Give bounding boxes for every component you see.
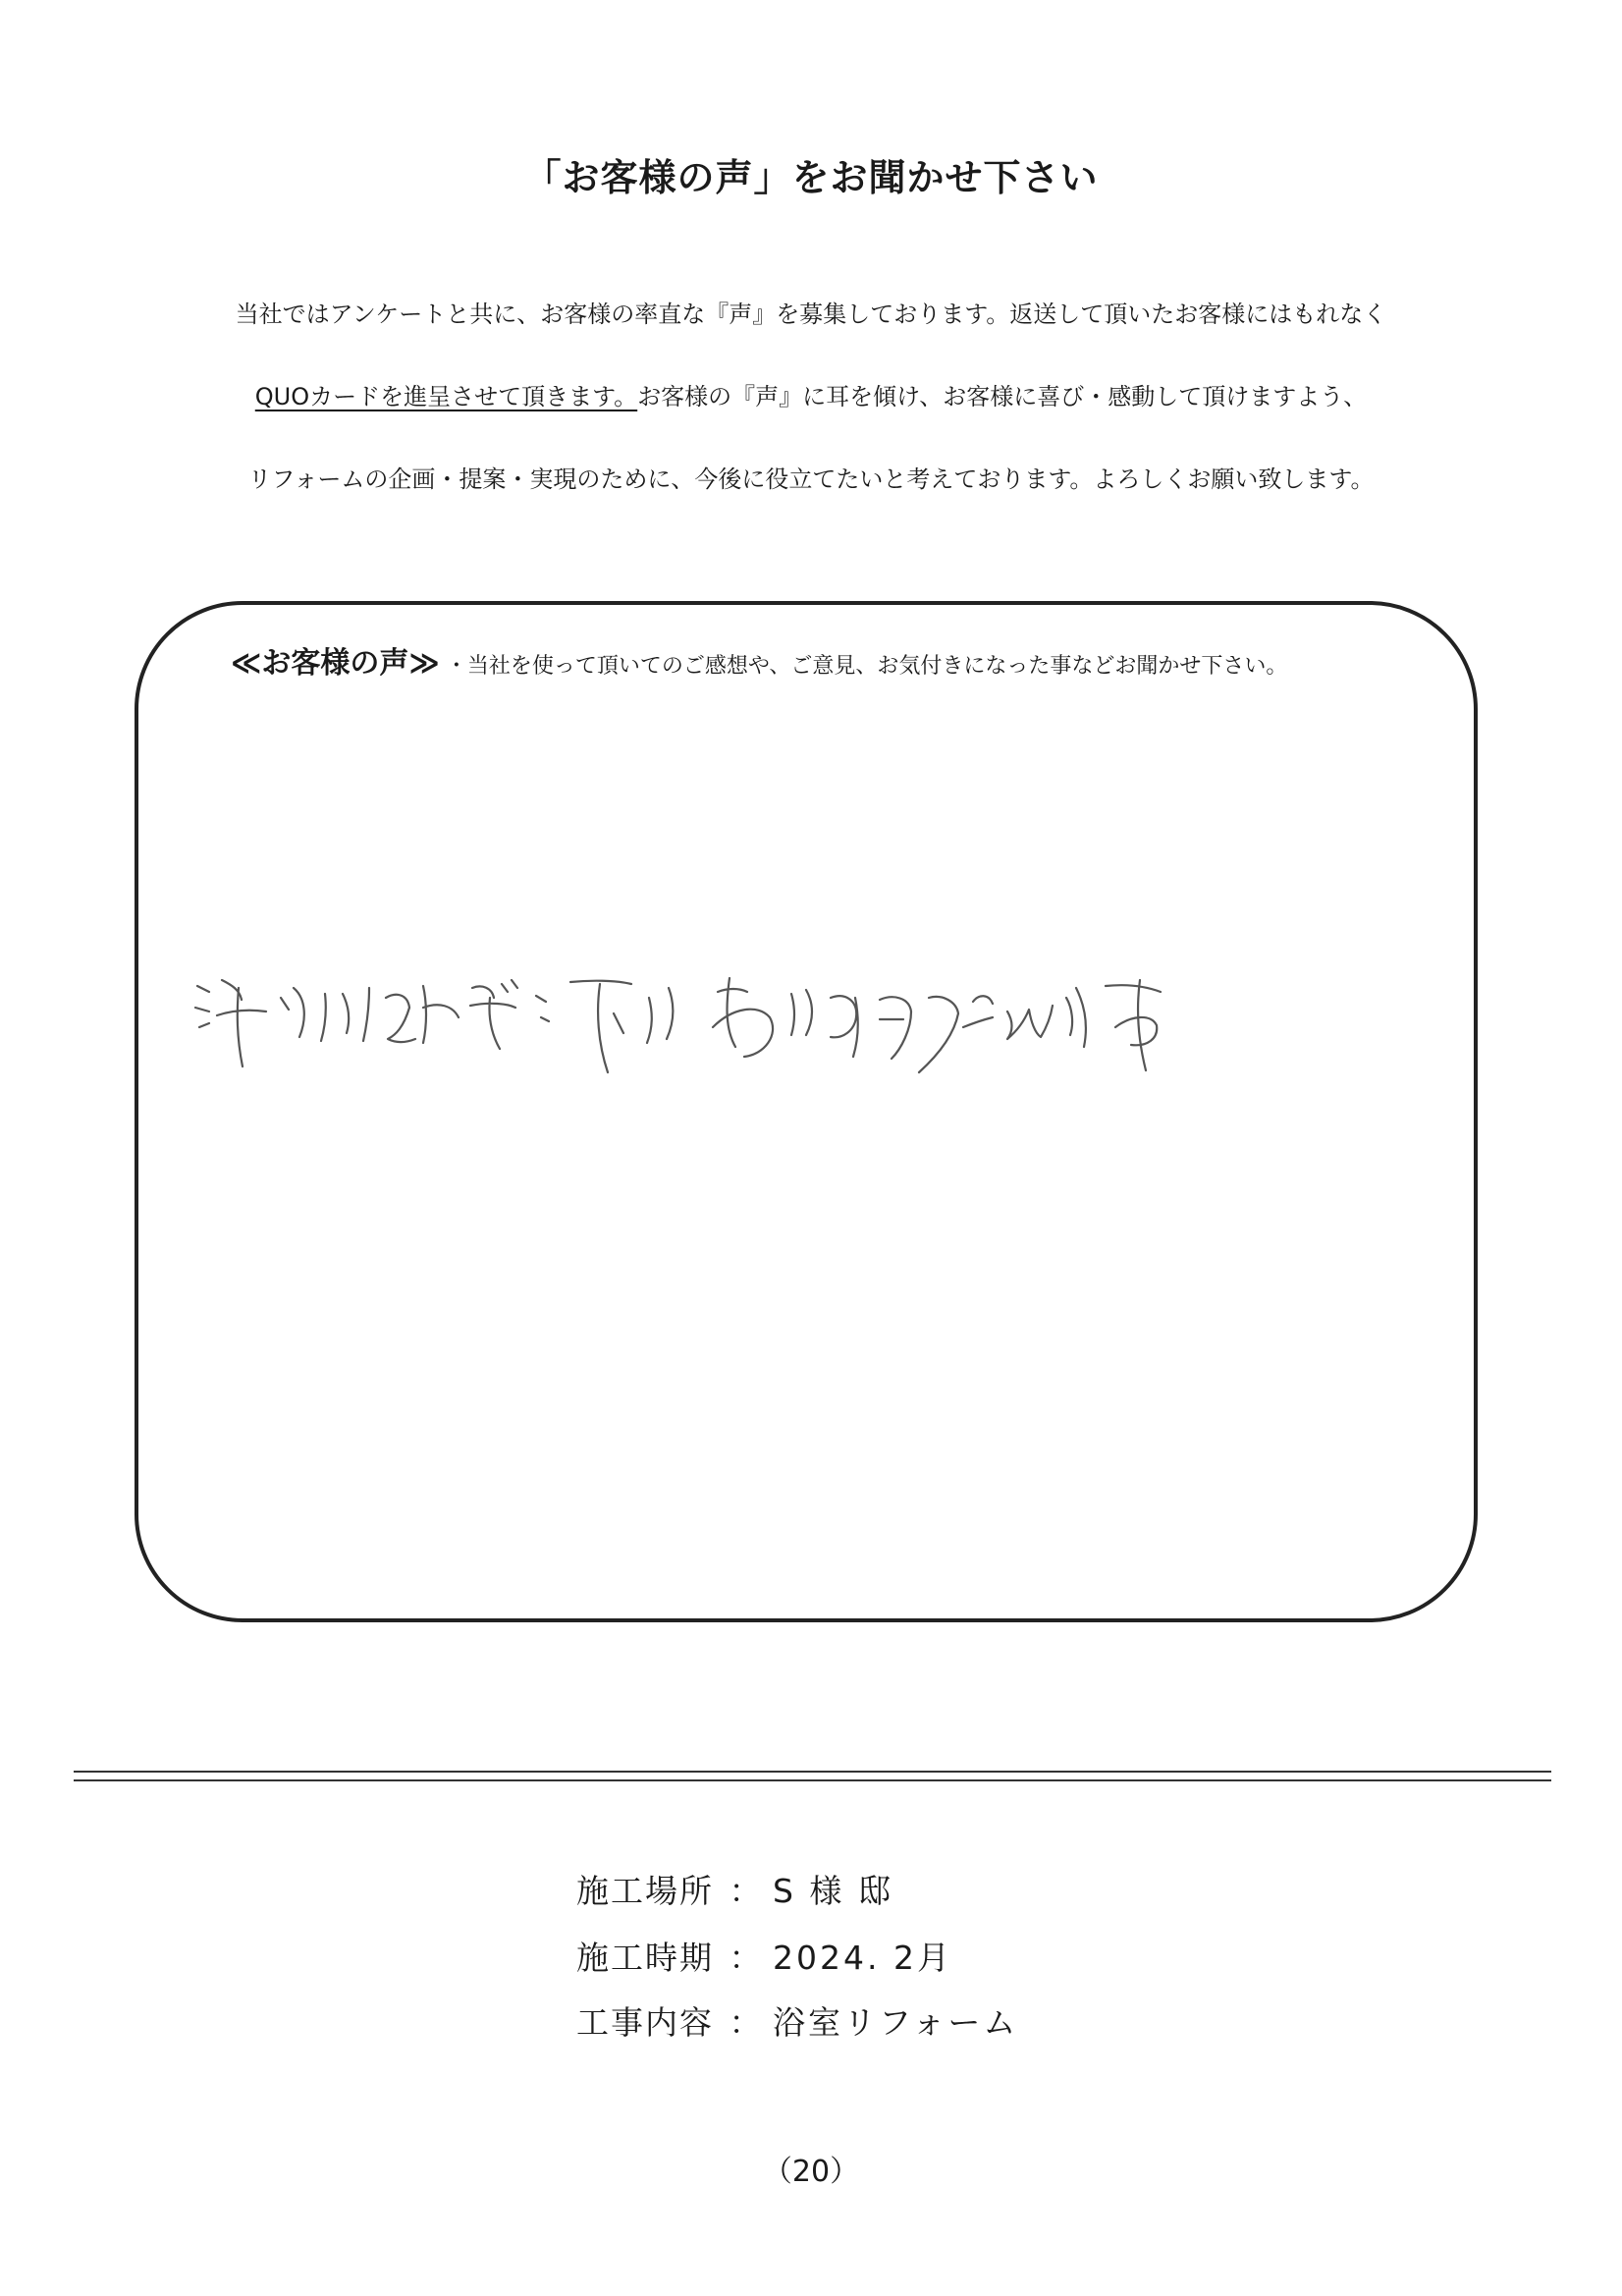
info-label: 施工場所	[576, 1872, 714, 1910]
page-title: 「お客様の声」をお聞かせ下さい	[523, 156, 1099, 199]
project-info-work	[576, 1997, 1018, 2044]
page-number: （20）	[762, 2155, 860, 2189]
intro-line-3: リフォームの企画・提案・実現のために、今後に役立てたいと考えております。よろしくお願い致します。	[247, 465, 1375, 493]
info-separator: ：	[729, 1872, 762, 1910]
info-label: 工事内容	[576, 2003, 714, 2042]
section-divider	[74, 1771, 1551, 1781]
project-info-location	[576, 1866, 893, 1912]
intro-line-2-rest: お客様の『声』に耳を傾け、お客様に喜び・感動して頂けますよう、	[637, 383, 1368, 410]
info-separator: ：	[729, 2003, 762, 2042]
customer-voice-box	[135, 601, 1478, 1622]
quo-card-notice: QUOカードを進呈させて頂きます。	[254, 383, 638, 410]
handwritten-comment	[178, 958, 1395, 1086]
intro-line-1: 当社ではアンケートと共に、お客様の率直な『声』を募集しております。返送して頂いたお客様にはもれなく	[235, 301, 1387, 328]
info-label: 施工時期	[576, 1939, 714, 1977]
voice-box-label: ≪お客様の声≫	[231, 646, 440, 681]
info-value: 浴室リフォーム	[773, 2003, 1019, 2042]
project-info-period	[576, 1933, 952, 1979]
voice-box-instruction: ・当社を使って頂いてのご感想や、ご意見、お気付きになった事などお聞かせ下さい。	[445, 654, 1288, 679]
info-value: S 様 邸	[773, 1872, 893, 1910]
voice-box-header	[231, 638, 1287, 682]
info-value: 2024. 2月	[773, 1939, 952, 1977]
info-separator: ：	[729, 1939, 762, 1977]
intro-line-2	[0, 377, 1622, 411]
